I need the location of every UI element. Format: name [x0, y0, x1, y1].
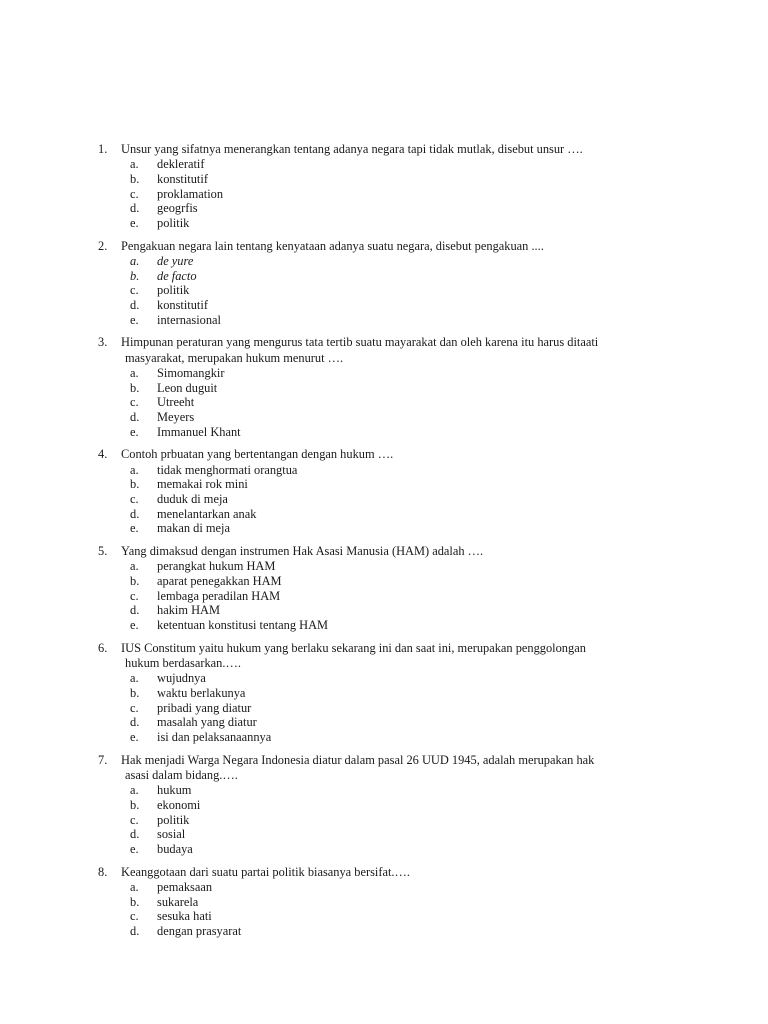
answer-option: [98, 783, 678, 798]
question-stem: [98, 641, 678, 671]
answer-option: [98, 381, 678, 396]
answer-option: [98, 410, 678, 425]
answer-option: [98, 909, 678, 924]
answer-options: [98, 559, 678, 633]
option-letter: a.: [130, 157, 139, 172]
option-letter: d.: [130, 603, 140, 618]
option-text: perangkat hukum HAM: [157, 559, 276, 574]
question-item: [98, 447, 678, 536]
question-item: [98, 753, 678, 857]
option-letter: b.: [130, 685, 140, 700]
answer-option: [98, 589, 678, 604]
option-letter: c.: [130, 909, 139, 924]
answer-option: [98, 827, 678, 842]
option-letter: a.: [130, 253, 140, 268]
option-letter: a.: [130, 365, 139, 380]
option-text: waktu berlakunya: [157, 685, 246, 700]
answer-option: [98, 842, 678, 857]
question-number: 2.: [98, 238, 108, 253]
question-stem: [98, 544, 678, 559]
answer-options: [98, 366, 678, 440]
option-text: masalah yang diatur: [157, 715, 257, 730]
answer-option: [98, 283, 678, 298]
question-stem: [98, 335, 678, 365]
question-text-block: [121, 641, 678, 671]
option-letter: b.: [130, 477, 140, 492]
answer-option: [98, 880, 678, 895]
option-text: konstitutif: [157, 298, 208, 313]
answer-option: [98, 813, 678, 828]
option-letter: a.: [130, 783, 139, 798]
option-text: memakai rok mini: [157, 477, 248, 492]
option-text: politik: [157, 216, 190, 231]
option-text: hakim HAM: [157, 603, 220, 618]
answer-option: [98, 521, 678, 536]
question-stem: [98, 447, 678, 462]
option-letter: a.: [130, 462, 139, 477]
answer-option: [98, 172, 678, 187]
option-text: pemaksaan: [157, 879, 213, 894]
answer-option: [98, 477, 678, 492]
answer-option: [98, 395, 678, 410]
option-text: politik: [157, 283, 190, 298]
option-text: internasional: [157, 312, 221, 327]
option-text: ketentuan konstitusi tentang HAM: [157, 618, 329, 633]
option-letter: d.: [130, 298, 140, 313]
question-text: Contoh prbuatan yang bertentangan dengan hukum ….: [121, 447, 394, 462]
answer-options: [98, 157, 678, 231]
option-letter: d.: [130, 506, 140, 521]
question-text-block: [121, 239, 678, 254]
answer-option: [98, 157, 678, 172]
option-text: menelantarkan anak: [157, 506, 257, 521]
option-letter: b.: [130, 171, 140, 186]
option-letter: b.: [130, 268, 140, 283]
option-text: sosial: [157, 827, 186, 842]
option-letter: b.: [130, 894, 140, 909]
option-text: duduk di meja: [157, 491, 228, 506]
option-letter: b.: [130, 797, 140, 812]
question-item: [98, 239, 678, 328]
answer-options: [98, 463, 678, 537]
option-letter: c.: [130, 812, 139, 827]
option-letter: a.: [130, 671, 139, 686]
question-text-block: [121, 142, 678, 157]
option-letter: e.: [130, 216, 139, 231]
option-letter: d.: [130, 715, 140, 730]
option-letter: c.: [130, 700, 139, 715]
option-text: budaya: [157, 841, 193, 856]
question-text-block: [121, 335, 678, 365]
question-text: Keanggotaan dari suatu partai politik biasanya bersifat.….: [121, 864, 411, 879]
option-text: geogrfis: [157, 201, 198, 216]
option-text: dekleratif: [157, 157, 205, 172]
option-text: Utreeht: [157, 395, 195, 410]
option-text: Meyers: [157, 409, 195, 424]
question-text: Hak menjadi Warga Negara Indonesia diatur dalam pasal 26 UUD 1945, adalah merupakan hak: [121, 752, 595, 767]
answer-option: [98, 201, 678, 216]
option-letter: e.: [130, 424, 139, 439]
option-text: sukarela: [157, 894, 199, 909]
option-letter: c.: [130, 283, 139, 298]
question-text: Himpunan peraturan yang mengurus tata tertib suatu mayarakat dan oleh karena itu harus ditaati: [121, 335, 599, 350]
question-number: 3.: [98, 335, 108, 350]
answer-option: [98, 216, 678, 231]
option-text: wujudnya: [157, 671, 206, 686]
question-number: 4.: [98, 447, 108, 462]
answer-option: [98, 686, 678, 701]
answer-option: [98, 715, 678, 730]
answer-option: [98, 701, 678, 716]
option-text: hukum: [157, 783, 192, 798]
option-letter: c.: [130, 186, 139, 201]
option-text: politik: [157, 812, 190, 827]
answer-option: [98, 425, 678, 440]
answer-option: [98, 313, 678, 328]
question-number: 7.: [98, 752, 108, 767]
answer-option: [98, 298, 678, 313]
question-number: 1.: [98, 142, 108, 156]
question-number: 6.: [98, 640, 108, 655]
option-letter: e.: [130, 521, 139, 536]
option-text: de facto: [157, 268, 197, 283]
question-stem: [98, 753, 678, 783]
answer-options: [98, 880, 678, 939]
option-letter: a.: [130, 879, 139, 894]
answer-option: [98, 730, 678, 745]
answer-option: [98, 366, 678, 381]
option-text: pribadi yang diatur: [157, 700, 252, 715]
option-text: Leon duguit: [157, 380, 218, 395]
question-text-block: [121, 753, 678, 783]
question-text-continuation: asasi dalam bidang.….: [125, 767, 238, 782]
option-letter: c.: [130, 588, 139, 603]
question-item: [98, 544, 678, 633]
option-text: Immanuel Khant: [157, 424, 241, 439]
answer-option: [98, 671, 678, 686]
answer-option: [98, 559, 678, 574]
question-stem: [98, 142, 678, 157]
option-letter: e.: [130, 312, 139, 327]
answer-option: [98, 187, 678, 202]
option-text: de yure: [157, 253, 194, 268]
option-letter: d.: [130, 409, 140, 424]
answer-option: [98, 618, 678, 633]
question-text-continuation: hukum berdasarkan.….: [125, 656, 241, 670]
option-letter: e.: [130, 730, 139, 745]
question-list: [98, 142, 678, 947]
option-letter: c.: [130, 395, 139, 410]
question-text-continuation: masyarakat, merupakan hukum menurut ….: [125, 350, 344, 365]
option-letter: d.: [130, 201, 140, 216]
option-text: Simomangkir: [157, 365, 225, 380]
answer-option: [98, 574, 678, 589]
answer-options: [98, 254, 678, 328]
option-letter: d.: [130, 827, 140, 842]
question-text: IUS Constitum yaitu hukum yang berlaku sekarang ini dan saat ini, merupakan penggolongan: [121, 640, 586, 655]
answer-option: [98, 463, 678, 478]
option-letter: c.: [130, 491, 139, 506]
question-number: 5.: [98, 544, 108, 559]
question-item: [98, 142, 678, 231]
option-text: dengan prasyarat: [157, 923, 242, 938]
question-item: [98, 641, 678, 745]
question-text: Pengakuan negara lain tentang kenyataan adanya suatu negara, disebut pengakuan ....: [121, 238, 544, 253]
answer-option: [98, 924, 678, 939]
answer-option: [98, 603, 678, 618]
option-text: sesuka hati: [157, 909, 212, 924]
question-text-block: [121, 447, 678, 462]
option-letter: d.: [130, 923, 140, 938]
option-text: tidak menghormati orangtua: [157, 462, 298, 477]
option-letter: e.: [130, 618, 139, 633]
option-text: proklamation: [157, 186, 224, 201]
option-letter: a.: [130, 559, 139, 574]
answer-option: [98, 507, 678, 522]
answer-option: [98, 254, 678, 269]
answer-option: [98, 492, 678, 507]
question-stem: [98, 239, 678, 254]
option-text: isi dan pelaksanaannya: [157, 730, 272, 745]
answer-option: [98, 798, 678, 813]
option-text: makan di meja: [157, 521, 230, 536]
question-text-block: [121, 544, 678, 559]
option-letter: e.: [130, 841, 139, 856]
option-letter: b.: [130, 380, 140, 395]
option-text: ekonomi: [157, 797, 201, 812]
answer-options: [98, 671, 678, 745]
answer-option: [98, 895, 678, 910]
question-stem: [98, 865, 678, 880]
answer-options: [98, 783, 678, 857]
question-text: Unsur yang sifatnya menerangkan tentang adanya negara tapi tidak mutlak, disebut unsur ….: [121, 142, 583, 156]
question-item: [98, 865, 678, 939]
question-text-block: [121, 865, 678, 880]
question-item: [98, 335, 678, 439]
option-text: konstitutif: [157, 171, 208, 186]
answer-option: [98, 269, 678, 284]
option-text: aparat penegakkan HAM: [157, 573, 282, 588]
option-text: lembaga peradilan HAM: [157, 588, 281, 603]
question-text: Yang dimaksud dengan instrumen Hak Asasi Manusia (HAM) adalah ….: [121, 544, 484, 559]
option-letter: b.: [130, 573, 140, 588]
question-number: 8.: [98, 864, 108, 879]
